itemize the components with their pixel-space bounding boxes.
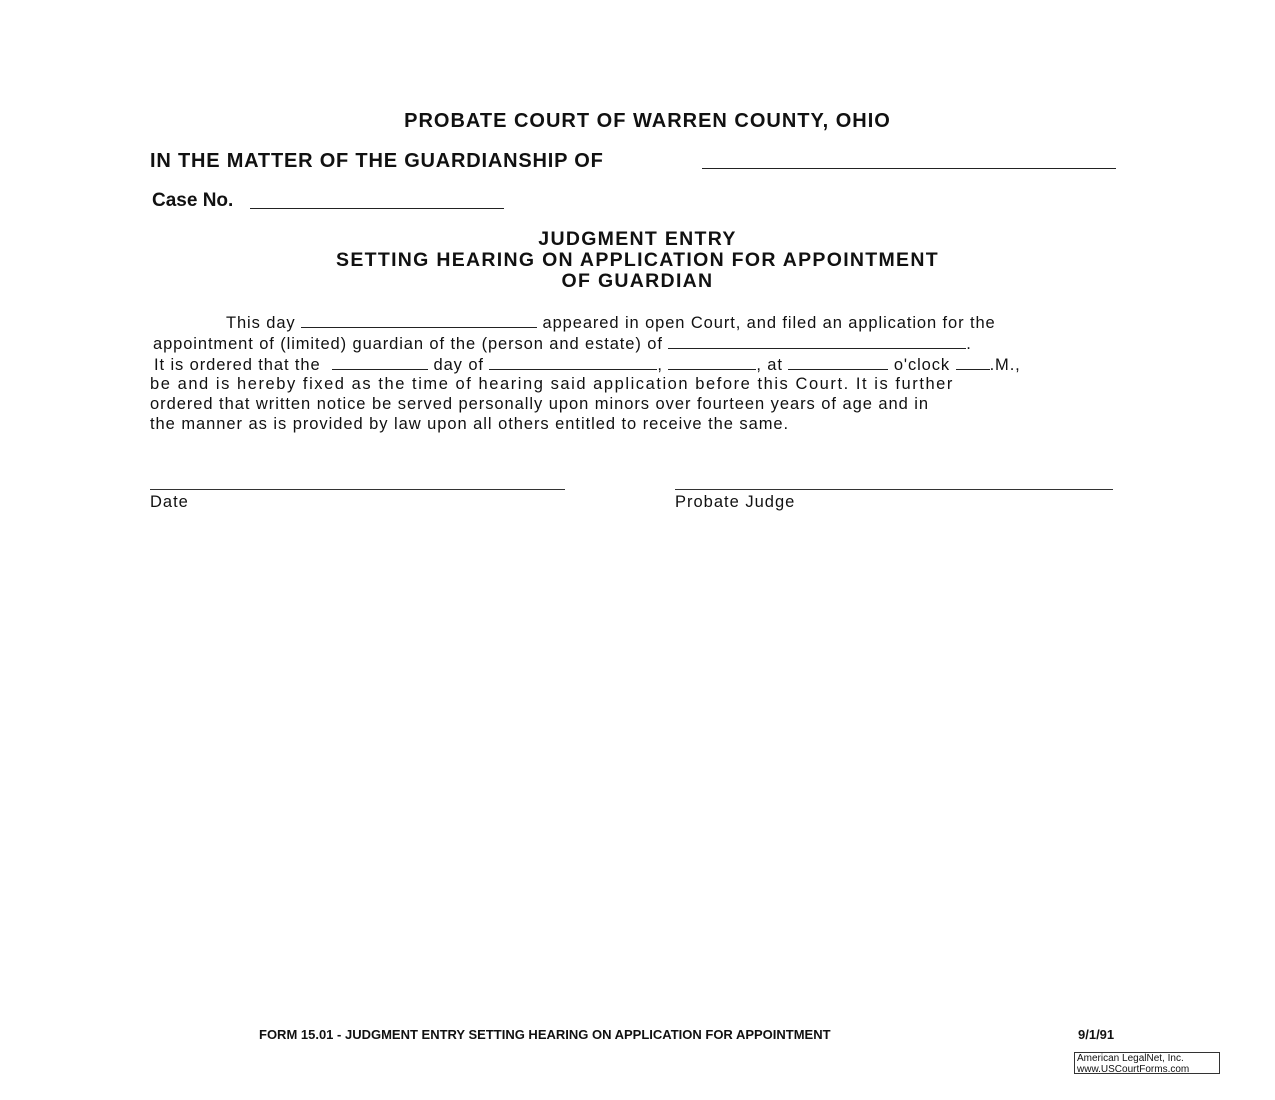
- hearing-day-field[interactable]: [332, 355, 428, 370]
- hearing-month-field[interactable]: [489, 355, 657, 370]
- form-date: 9/1/91: [1078, 1027, 1115, 1042]
- matter-label: IN THE MATTER OF THE GUARDIANSHIP OF: [150, 150, 604, 172]
- body-line-4: be and is hereby fixed as the time of hearing said application before this Court. It is further: [150, 375, 954, 393]
- title-line-3: OF GUARDIAN: [561, 270, 714, 292]
- stamp-line-2: www.USCourtForms.com: [1077, 1063, 1190, 1075]
- document-title: [0, 229, 1275, 292]
- form-footer: FORM 15.01 - JUDGMENT ENTRY SETTING HEARING ON APPLICATION FOR APPOINTMENT: [259, 1027, 831, 1042]
- case-number-field[interactable]: [250, 208, 504, 209]
- applicant-name-field[interactable]: [301, 313, 537, 328]
- body-line-1: This day appeared in open Court, and filed an application for the: [226, 314, 996, 332]
- case-number-label: Case No.: [152, 190, 234, 211]
- date-signature-field[interactable]: [150, 489, 565, 490]
- publisher-stamp: [1074, 1052, 1220, 1074]
- date-label: Date: [150, 493, 189, 511]
- judge-signature-field[interactable]: [675, 489, 1113, 490]
- title-line-2: SETTING HEARING ON APPLICATION FOR APPOINTMENT: [336, 249, 939, 271]
- body-line-2: appointment of (limited) guardian of the (person and estate) of .: [153, 335, 972, 353]
- hearing-time-field[interactable]: [788, 355, 888, 370]
- body-line-5: ordered that written notice be served personally upon minors over fourteen years of age and in: [150, 395, 930, 413]
- ward-name-field[interactable]: [668, 334, 966, 349]
- body-line-3: It is ordered that the day of , , at o'clock .M.,: [154, 356, 1021, 374]
- am-pm-field[interactable]: [956, 355, 990, 370]
- stamp-line-1: American LegalNet, Inc.: [1077, 1053, 1184, 1064]
- probate-judge-label: Probate Judge: [675, 493, 796, 511]
- court-name: PROBATE COURT OF WARREN COUNTY, OHIO: [404, 110, 891, 132]
- title-line-1: JUDGMENT ENTRY: [538, 228, 737, 250]
- body-line-6: the manner as is provided by law upon all others entitled to receive the same.: [150, 415, 790, 433]
- guardianship-name-field[interactable]: [702, 168, 1116, 169]
- hearing-year-field[interactable]: [668, 355, 756, 370]
